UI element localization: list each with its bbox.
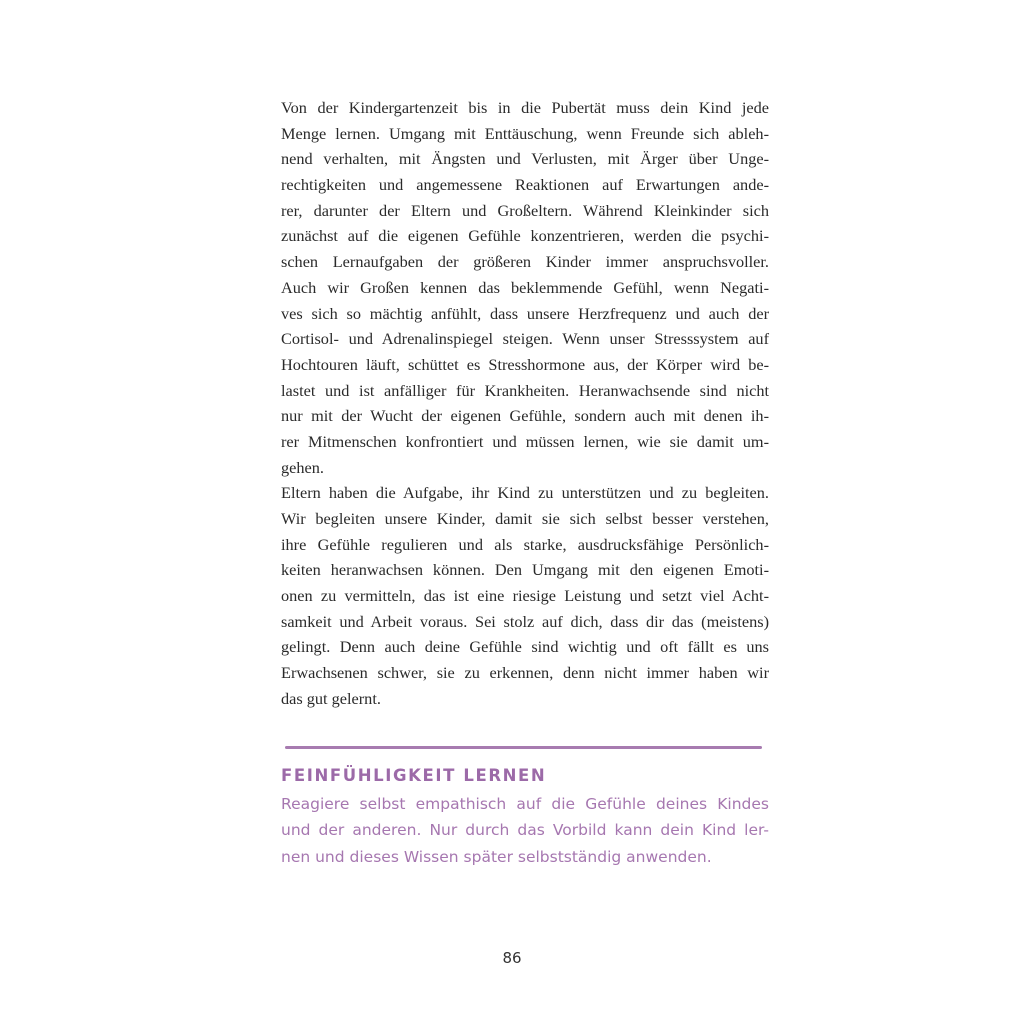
text-line: rer Mitmenschen konfrontiert und müssen lernen, wie sie damit um- xyxy=(281,431,769,451)
text-line: Eltern haben die Aufgabe, ihr Kind zu unterstützen und zu begleiten. xyxy=(281,483,769,503)
text-line: Hochtouren läuft, schüttet es Stresshormone aus, der Körper wird be- xyxy=(281,354,769,374)
text-line: rechtigkeiten und angemessene Reaktionen auf Erwartungen ande- xyxy=(281,175,769,195)
text-line: das gut gelernt. xyxy=(281,688,381,708)
tip-text xyxy=(281,791,769,870)
text-line: Erwachsenen schwer, sie zu erkennen, denn nicht immer haben wir xyxy=(281,663,769,683)
text-line: nend verhalten, mit Ängsten und Verlusten, mit Ärger über Unge- xyxy=(281,149,769,169)
paragraph-2 xyxy=(281,480,769,711)
text-line: keiten heranwachsen können. Den Umgang mit den eigenen Emoti- xyxy=(281,560,769,580)
page-number: 86 xyxy=(502,949,522,967)
text-line: ves sich so mächtig anfühlt, dass unsere Herzfrequenz und auch der xyxy=(281,303,769,323)
text-line: rer, darunter der Eltern und Großeltern. Während Kleinkinder sich xyxy=(281,200,769,220)
tip-line: und der anderen. Nur durch das Vorbild kann dein Kind ler- xyxy=(281,821,769,840)
text-line: samkeit und Arbeit voraus. Sei stolz auf dich, dass dir das (meistens) xyxy=(281,611,769,631)
tip-line: Reagiere selbst empathisch auf die Gefühle deines Kindes xyxy=(281,795,769,813)
tip-heading: FEINFÜHLIGKEIT LERNEN xyxy=(281,766,547,785)
text-line: Menge lernen. Umgang mit Enttäuschung, wenn Freunde sich ableh- xyxy=(281,123,769,143)
text-line: gehen. xyxy=(281,457,324,477)
body-text xyxy=(281,95,769,712)
text-line: ihre Gefühle regulieren und als starke, ausdrucksfähige Persönlich- xyxy=(281,534,769,554)
text-line: gelingt. Denn auch deine Gefühle sind wichtig und oft fällt es uns xyxy=(281,637,769,657)
text-line: nur mit der Wucht der eigenen Gefühle, sondern auch mit denen ih- xyxy=(281,406,769,426)
text-line: lastet und ist anfälliger für Krankheiten. Heranwachsende sind nicht xyxy=(281,380,769,400)
tip-line: nen und dieses Wissen später selbstständig anwenden. xyxy=(281,847,712,866)
text-line: zunächst auf die eigenen Gefühle konzentrieren, werden die psychi- xyxy=(281,226,769,246)
text-line: Wir begleiten unsere Kinder, damit sie sich selbst besser verstehen, xyxy=(281,509,769,528)
text-line: Cortisol- und Adrenalinspiegel steigen. Wenn unser Stresssystem auf xyxy=(281,329,769,349)
text-line: schen Lernaufgaben der größeren Kinder immer anspruchsvoller. xyxy=(281,252,769,272)
text-line: Von der Kindergartenzeit bis in die Pubertät muss dein Kind jede xyxy=(281,98,769,117)
paragraph-1 xyxy=(281,95,769,480)
tip-divider xyxy=(285,746,762,749)
text-line: onen zu vermitteln, das ist eine riesige Leistung und setzt viel Acht- xyxy=(281,586,769,606)
text-line: Auch wir Großen kennen das beklemmende Gefühl, wenn Negati- xyxy=(281,277,769,297)
